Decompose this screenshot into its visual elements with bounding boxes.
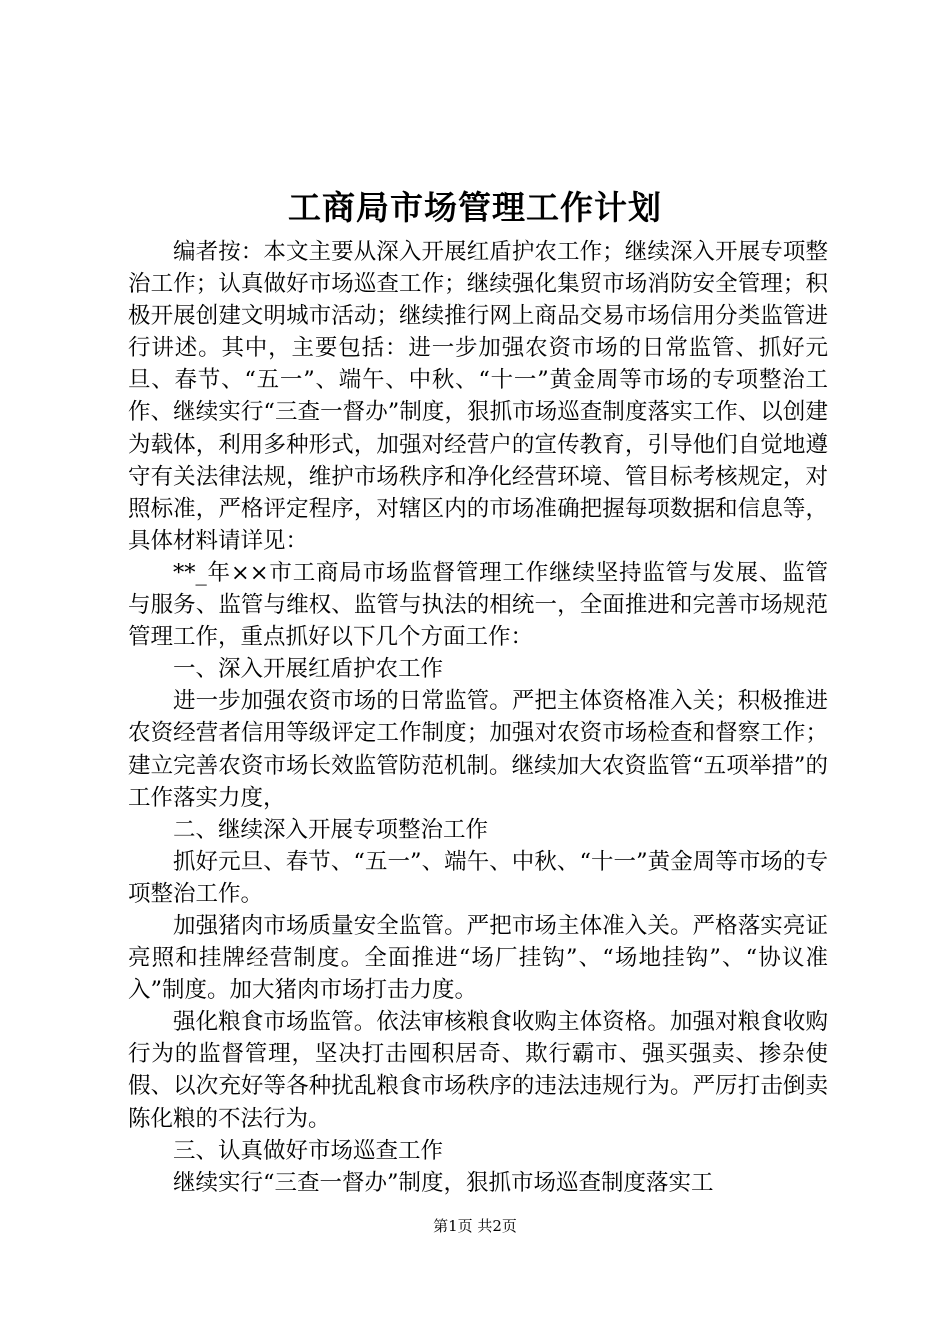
body-paragraph: 进一步加强农资市场的日常监管。严把主体资格准入关；积极推进农资经营者信用等级评定工作制度；加强对农资市场检查和督察工作；建立完善农资市场长效监管防范机制。继续加大农资监管“五项举措”的工作落实力度， xyxy=(128,688,828,811)
body-paragraph: 加强猪肉市场质量安全监管。严把市场主体准入关。严格落实亮证亮照和挂牌经营制度。全面推进“场厂挂钩”、“场地挂钩”、“协议准入”制度。加大猪肉市场打击力度。 xyxy=(128,912,828,1004)
intro-paragraph: **_年××市工商局市场监督管理工作继续坚持监管与发展、监管与服务、监管与维权、监管与执法的相统一，全面推进和完善市场规范管理工作，重点抓好以下几个方面工作： xyxy=(128,559,828,651)
body-paragraph: 继续实行“三查一督办”制度，狠抓市场巡查制度落实工 xyxy=(173,1169,714,1196)
section-heading-3: 三、认真做好市场巡查工作 xyxy=(173,1137,444,1164)
body-paragraph: 强化粮食市场监管。依法审核粮食收购主体资格。加强对粮食收购行为的监督管理，坚决打击囤积居奇、欺行霸市、强买强卖、掺杂使假、以次充好等各种扰乱粮食市场秩序的违法违规行为。严厉打击倒卖陈化粮的不法行为。 xyxy=(128,1009,828,1132)
document-body xyxy=(128,236,828,1199)
body-paragraph: 抓好元旦、春节、“五一”、端午、中秋、“十一”黄金周等市场的专项整治工作。 xyxy=(128,848,828,907)
document-title: 工商局市场管理工作计划 xyxy=(288,188,662,227)
page-number-footer: 第1页 共2页 xyxy=(433,1217,517,1235)
editor-note-paragraph: 编者按：本文主要从深入开展红盾护农工作；继续深入开展专项整治工作；认真做好市场巡查工作；继续强化集贸市场消防安全管理；积极开展创建文明城市活动；继续推行网上商品交易市场信用分类监管进行讲述。其中，主要包括：进一步加强农资市场的日常监管、抓好元旦、春节、“五一”、端午、中秋、“十一”黄金周等市场的专项整治工作、继续实行“三查一督办”制度，狠抓市场巡查制度落实工作、以创建为载体，利用多种形式，加强对经营户的宣传教育，引导他们自觉地遵守有关法律法规，维护市场秩序和净化经营环境、管目标考核规定，对照标准，严格评定程序，对辖区内的市场准确把握每项数据和信息等，具体材料请详见： xyxy=(128,239,828,554)
section-heading-2: 二、继续深入开展专项整治工作 xyxy=(173,816,489,843)
section-heading-1: 一、深入开展红盾护农工作 xyxy=(173,656,444,683)
